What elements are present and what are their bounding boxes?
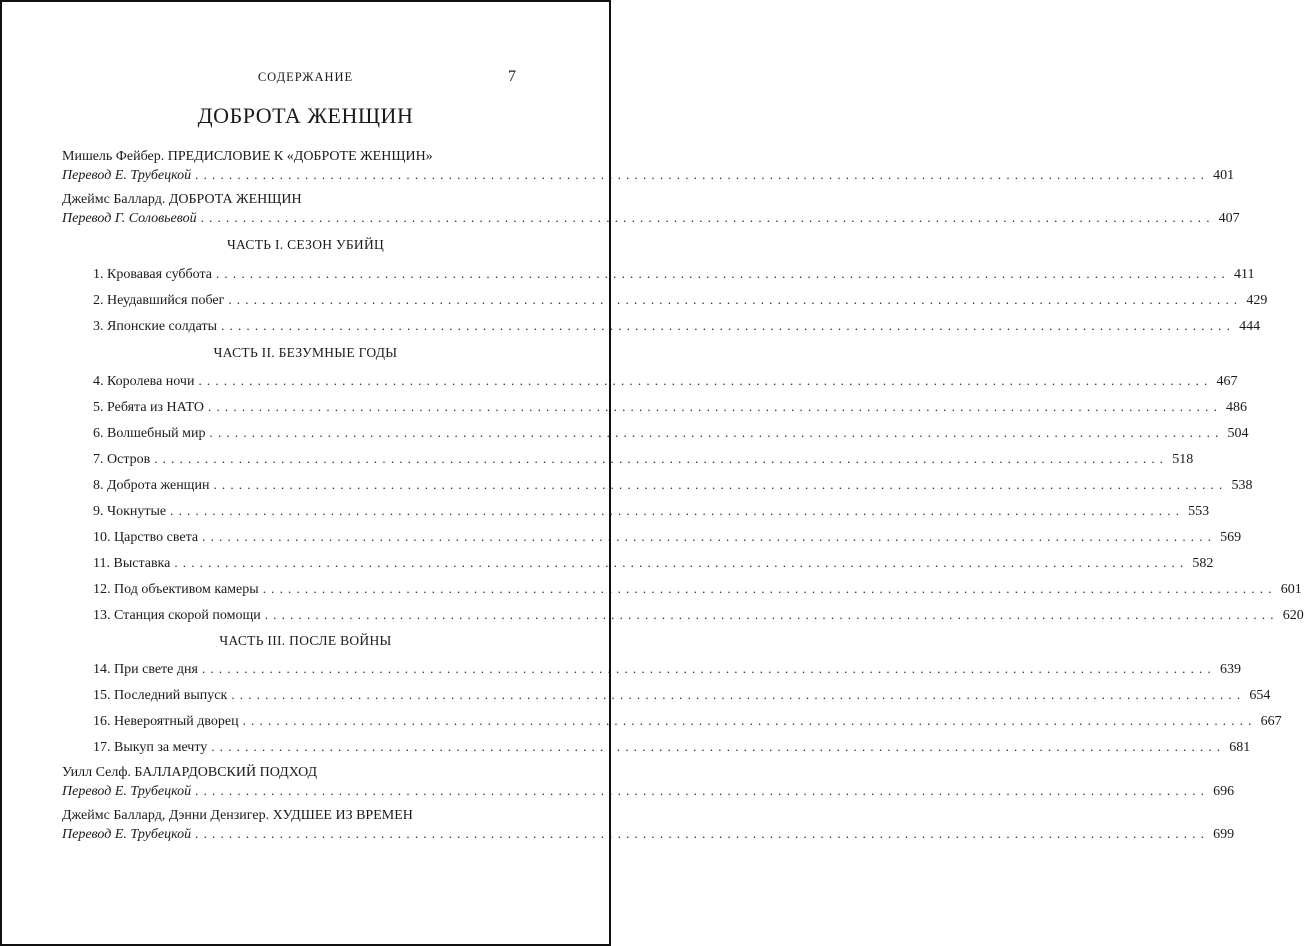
page-ref: 582 xyxy=(1192,556,1214,571)
translator-credit: Перевод Е. Трубецкой xyxy=(62,168,192,183)
page-ref: 467 xyxy=(1216,374,1238,389)
leader-dots: ........................................................................................................................ xyxy=(201,661,1216,676)
translator-credit: Перевод Г. Соловьевой xyxy=(62,211,197,226)
page-ref: 538 xyxy=(1231,478,1253,493)
page-ref: 444 xyxy=(1239,319,1261,334)
leader-dots: ........................................................................................................................ xyxy=(200,210,1215,225)
leader-dots: ........................................................................................................................ xyxy=(209,425,1224,440)
chapter-title: 12. Под объективом камеры xyxy=(93,582,259,597)
chapter-title: 6. Волшебный мир xyxy=(93,426,206,441)
leader-dots: ........................................................................................................................ xyxy=(195,167,1210,182)
chapter-title: 2. Неудавшийся побег xyxy=(93,293,225,308)
page-ref: 401 xyxy=(1213,168,1235,183)
back-entry-2-author-title: Джеймс Баллард, Дэнни Дензигер. ХУДШЕЕ ИЗ ВРЕМЕН xyxy=(62,808,413,823)
leader-dots: ........................................................................................................................ xyxy=(211,739,1226,754)
front-entry-1-translator-row xyxy=(62,165,1235,185)
leader-dots: ........................................................................................................................ xyxy=(208,399,1223,414)
book-page xyxy=(0,0,611,946)
toc-entry xyxy=(93,659,1241,679)
chapter-title: 10. Царство света xyxy=(93,530,199,545)
page-ref: 518 xyxy=(1172,452,1194,467)
toc-entry xyxy=(93,423,1249,443)
back-entry-2-translator-row xyxy=(62,824,1235,844)
toc-entry xyxy=(93,449,1194,469)
toc-entry xyxy=(93,290,1268,310)
leader-dots: ........................................................................................................................ xyxy=(228,292,1243,307)
toc-entry xyxy=(93,475,1253,495)
toc-entry xyxy=(93,264,1255,284)
leader-dots: ........................................................................................................................ xyxy=(242,713,1257,728)
page-ref: 696 xyxy=(1213,784,1235,799)
toc-entry xyxy=(93,316,1261,336)
running-head: СОДЕРЖАНИЕ xyxy=(257,70,354,84)
front-entry-2-translator-row xyxy=(62,208,1240,228)
leader-dots: ........................................................................................................................ xyxy=(174,555,1189,570)
part-1-heading: ЧАСТЬ I. СЕЗОН УБИЙЦ xyxy=(226,237,385,252)
chapter-title: 16. Невероятный дворец xyxy=(93,714,239,729)
back-entry-1-author-title: Уилл Селф. БАЛЛАРДОВСКИЙ ПОДХОД xyxy=(62,765,318,780)
translator-credit: Перевод Е. Трубецкой xyxy=(62,827,192,842)
leader-dots: ........................................................................................................................ xyxy=(231,687,1246,702)
toc-entry xyxy=(93,685,1271,705)
section-title: ДОБРОТА ЖЕНЩИН xyxy=(197,103,414,128)
page-ref: 699 xyxy=(1213,827,1235,842)
leader-dots: ........................................................................................................................ xyxy=(154,451,1169,466)
chapter-title: 14. При свете дня xyxy=(93,662,198,677)
page-ref: 620 xyxy=(1282,608,1304,623)
leader-dots: ........................................................................................................................ xyxy=(264,607,1279,622)
leader-dots: ........................................................................................................................ xyxy=(195,826,1210,841)
chapter-title: 15. Последний выпуск xyxy=(93,688,228,703)
leader-dots: ........................................................................................................................ xyxy=(213,477,1228,492)
part-2-heading: ЧАСТЬ II. БЕЗУМНЫЕ ГОДЫ xyxy=(213,345,398,360)
leader-dots: ........................................................................................................................ xyxy=(202,529,1217,544)
chapter-title: 1. Кровавая суббота xyxy=(93,267,212,282)
chapter-title: 5. Ребята из НАТО xyxy=(93,400,205,415)
toc-entry xyxy=(93,553,1214,573)
chapter-title: 7. Остров xyxy=(93,452,151,467)
page-ref: 667 xyxy=(1260,714,1282,729)
page-ref: 407 xyxy=(1218,211,1240,226)
back-entry-1-translator-row xyxy=(62,781,1235,801)
chapter-title: 17. Выкуп за мечту xyxy=(93,740,208,755)
toc-entry xyxy=(93,711,1282,731)
chapter-title: 3. Японские солдаты xyxy=(93,319,218,334)
leader-dots: ........................................................................................................................ xyxy=(215,266,1230,281)
page-ref: 654 xyxy=(1249,688,1271,703)
part-3-heading: ЧАСТЬ III. ПОСЛЕ ВОЙНЫ xyxy=(219,633,392,648)
toc-entry xyxy=(93,579,1302,599)
page-ref: 486 xyxy=(1226,400,1248,415)
toc-entry xyxy=(93,397,1248,417)
chapter-title: 9. Чокнутые xyxy=(93,504,167,519)
leader-dots: ........................................................................................................................ xyxy=(170,503,1185,518)
page-ref: 553 xyxy=(1188,504,1210,519)
toc-entry xyxy=(93,737,1251,757)
page-number: 7 xyxy=(508,68,516,85)
leader-dots: ........................................................................................................................ xyxy=(195,783,1210,798)
toc-entry xyxy=(93,371,1238,391)
translator-credit: Перевод Е. Трубецкой xyxy=(62,784,192,799)
page-ref: 569 xyxy=(1220,530,1242,545)
page-ref: 504 xyxy=(1227,426,1249,441)
leader-dots: ........................................................................................................................ xyxy=(262,581,1277,596)
page-ref: 639 xyxy=(1219,662,1241,677)
toc-entry xyxy=(93,527,1242,547)
chapter-title: 8. Доброта женщин xyxy=(93,478,210,493)
page-ref: 429 xyxy=(1246,293,1268,308)
front-entry-1-author-title: Мишель Фейбер. ПРЕДИСЛОВИЕ К «ДОБРОТЕ ЖЕНЩИН» xyxy=(62,149,433,164)
page-ref: 601 xyxy=(1280,582,1302,597)
page-ref: 681 xyxy=(1229,740,1251,755)
chapter-title: 11. Выставка xyxy=(93,556,171,571)
chapter-title: 13. Станция скорой помощи xyxy=(93,608,261,623)
toc-entry xyxy=(93,605,1304,625)
leader-dots: ........................................................................................................................ xyxy=(221,318,1236,333)
front-entry-2-author-title: Джеймс Баллард. ДОБРОТА ЖЕНЩИН xyxy=(62,192,302,207)
chapter-title: 4. Королева ночи xyxy=(93,374,195,389)
toc-entry xyxy=(93,501,1210,521)
page-ref: 411 xyxy=(1233,267,1255,282)
leader-dots: ........................................................................................................................ xyxy=(198,373,1213,388)
